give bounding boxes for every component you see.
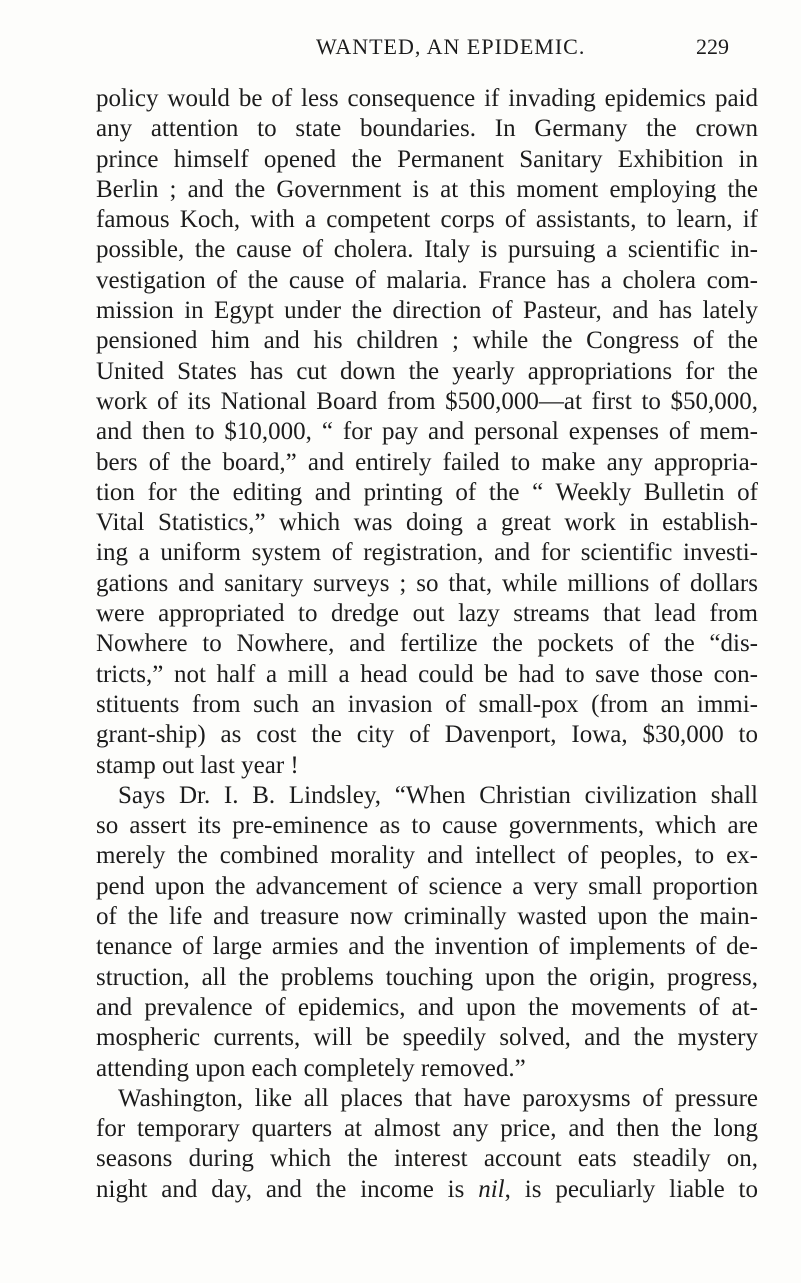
text-line: stamp out last year !	[96, 751, 299, 779]
text-line: gations and sanitary surveys ; so that, while millions of dollars	[96, 569, 758, 597]
text-line: Washington, like all places that have paroxysms of pressure	[118, 1084, 758, 1112]
text-line	[96, 1175, 758, 1205]
text-line: tion for the editing and printing of the “ Weekly Bulletin of	[96, 478, 758, 506]
body-text	[96, 84, 758, 1205]
text-line: possible, the cause of cholera. Italy is pursuing a scientific in-	[96, 236, 758, 264]
italic-word: nil	[478, 1175, 505, 1203]
text-line: attending upon each completely removed.”	[96, 1054, 526, 1082]
text-line: pend upon the advancement of science a very small proportion	[96, 872, 758, 900]
text-line: Says Dr. I. B. Lindsley, “When Christian civilization shall	[118, 781, 758, 809]
text-line: Nowhere to Nowhere, and fertilize the pockets of the “dis-	[96, 630, 758, 658]
text-line: grant-ship) as cost the city of Davenport, Iowa, $30,000 to	[96, 721, 758, 749]
text-line: and prevalence of epidemics, and upon the movements of at-	[96, 993, 758, 1021]
text-line: merely the combined morality and intellect of peoples, to ex-	[96, 842, 758, 870]
text-line: policy would be of less consequence if invading epidemics paid	[96, 85, 758, 112]
page-number: 229	[696, 34, 729, 59]
text-line: seasons during which the interest account eats steadily on,	[96, 1145, 758, 1173]
text-line: pensioned him and his children ; while the Congress of the	[96, 327, 758, 355]
text-line: bers of the board,” and entirely failed to make any appropria-	[96, 448, 758, 476]
running-title: WANTED, AN EPIDEMIC.	[316, 34, 586, 59]
text-line: tricts,” not half a mill a head could be had to save those con-	[96, 660, 758, 688]
text-line: Vital Statistics,” which was doing a great work in establish-	[96, 509, 758, 537]
text-line: United States has cut down the yearly appropriations for the	[96, 357, 758, 385]
text-line: any attention to state boundaries. In Germany the crown	[96, 115, 758, 143]
text-line: stituents from such an invasion of small-pox (from an immi-	[96, 690, 758, 718]
text-line: so assert its pre-eminence as to cause governments, which are	[96, 812, 758, 840]
text-line: tenance of large armies and the invention of implements of de-	[96, 933, 758, 961]
text-line: of the life and treasure now criminally wasted upon the main-	[96, 903, 758, 931]
text-line: were appropriated to dredge out lazy streams that lead from	[96, 600, 758, 628]
text-line: and then to $10,000, “ for pay and personal expenses of mem-	[96, 418, 758, 446]
text-line: prince himself opened the Permanent Sanitary Exhibition in	[96, 145, 758, 173]
text-line: vestigation of the cause of malaria. France has a cholera com-	[96, 266, 758, 294]
text-line: mospheric currents, will be speedily solved, and the mystery	[96, 1024, 758, 1052]
text-line: mission in Egypt under the direction of Pasteur, and has lately	[96, 297, 758, 325]
page-header	[0, 28, 801, 68]
text-line: struction, all the problems touching upon the origin, progress,	[96, 963, 758, 991]
text-line: Berlin ; and the Government is at this moment employing the	[96, 175, 758, 203]
text-fragment: , is peculiarly liable to	[504, 1175, 758, 1203]
text-line: ing a uniform system of registration, and for scientific investi-	[96, 539, 758, 567]
text-line: famous Koch, with a competent corps of assistants, to learn, if	[96, 206, 758, 234]
text-fragment: night and day, and the income is	[96, 1175, 465, 1203]
text-line: for temporary quarters at almost any price, and then the long	[96, 1115, 758, 1143]
text-line: work of its National Board from $500,000—at first to $50,000,	[96, 387, 758, 415]
